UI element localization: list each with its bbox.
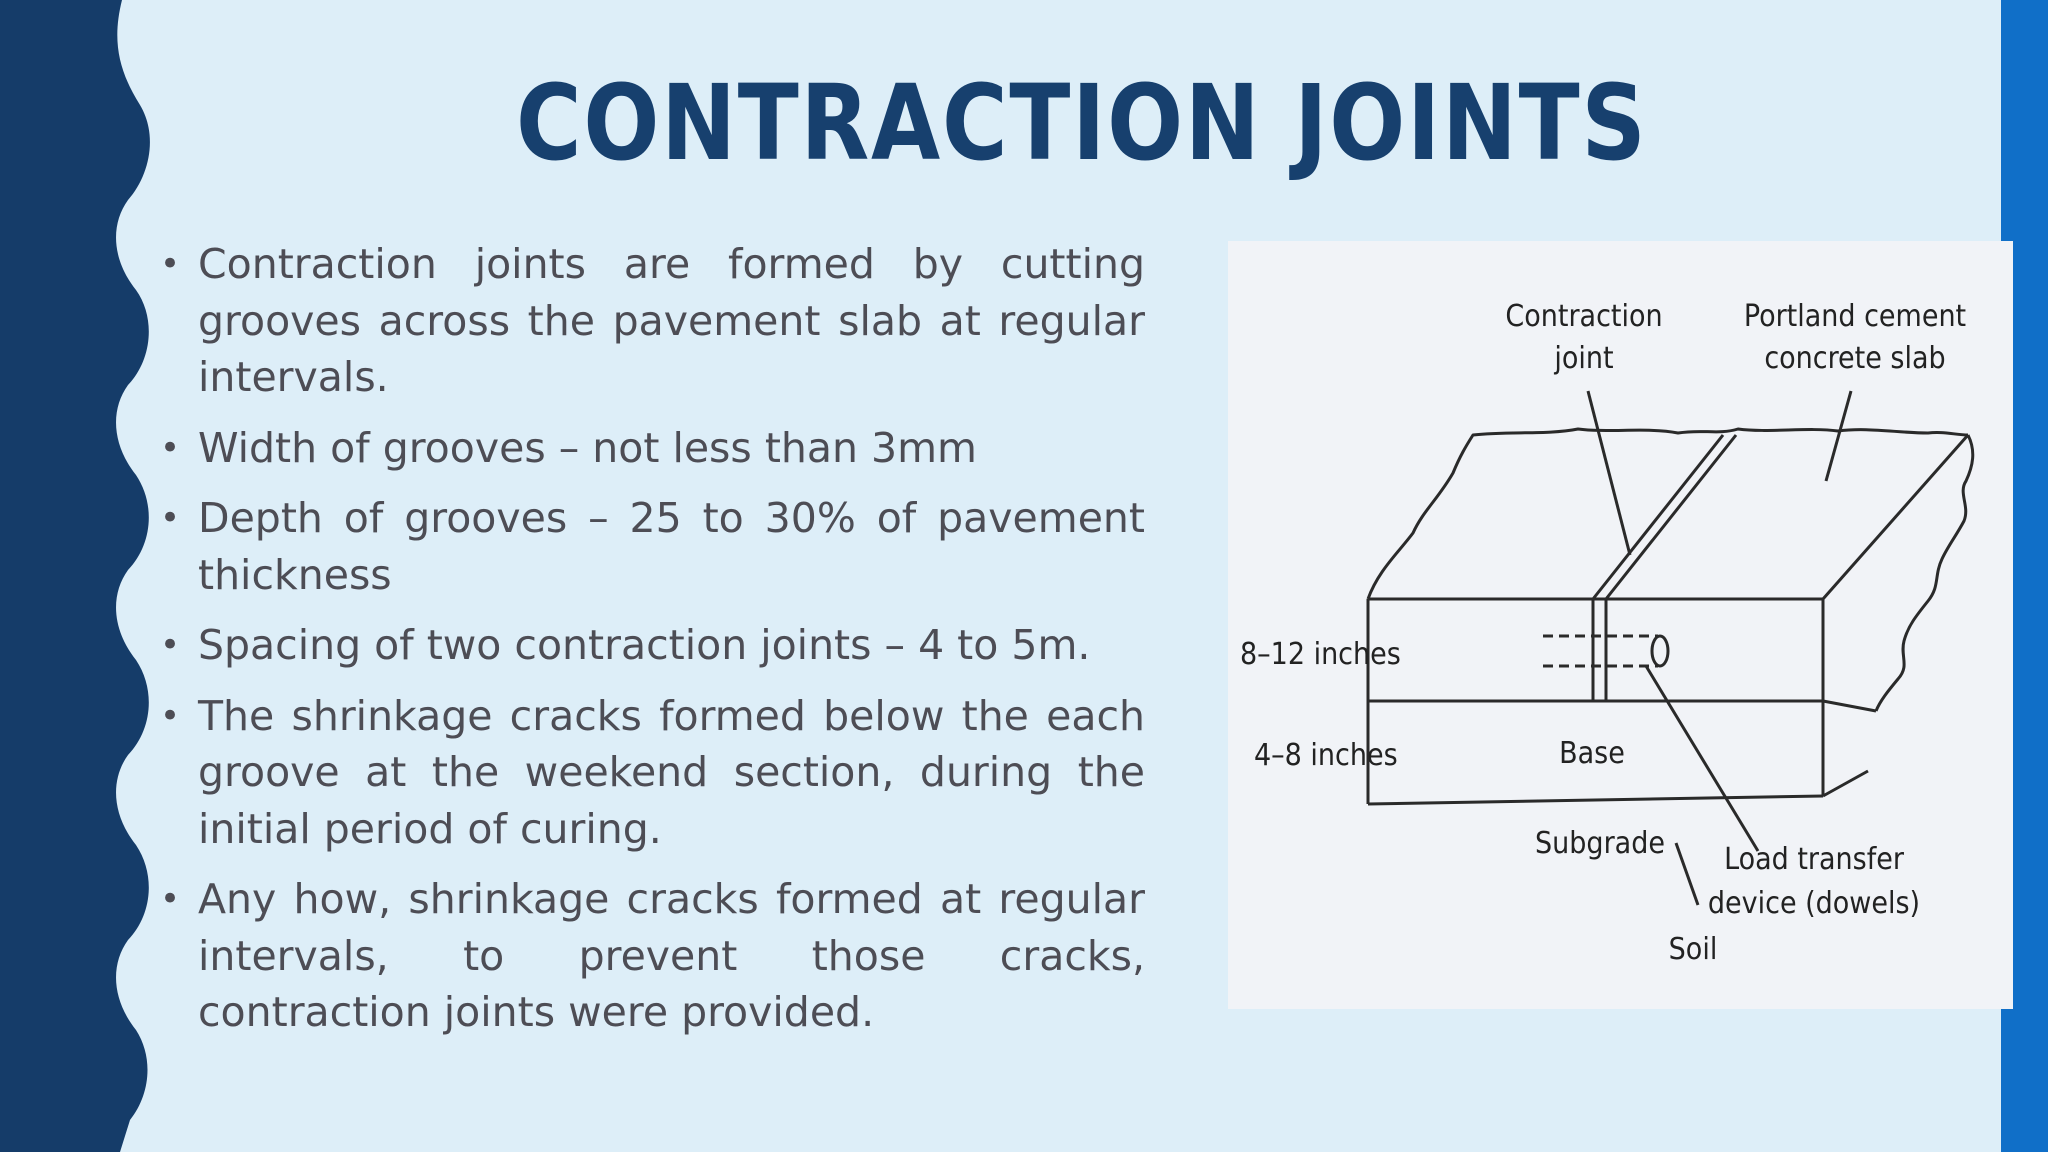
bullet-dot-icon: • bbox=[160, 625, 181, 665]
bullet-dot-icon: • bbox=[160, 879, 181, 919]
groove-top-line-b bbox=[1606, 435, 1736, 599]
bottom-side bbox=[1823, 771, 1868, 796]
bullet-list bbox=[160, 236, 1145, 1055]
bullet-text: Any how, shrinkage cracks formed at regular intervals, to prevent those cracks, contraction joints were provided. bbox=[198, 875, 1145, 1036]
label-contraction-joint-2: joint bbox=[1554, 341, 1614, 376]
leader-slab bbox=[1826, 391, 1851, 481]
bullet-text: Spacing of two contraction joints – 4 to 5m. bbox=[198, 621, 1091, 669]
bullet-item bbox=[160, 688, 1145, 858]
bullet-item bbox=[160, 617, 1145, 674]
bullet-item bbox=[160, 420, 1145, 477]
bullet-dot-icon: • bbox=[160, 244, 181, 284]
left-wave-band bbox=[0, 0, 160, 1152]
label-base: Base bbox=[1559, 736, 1625, 771]
bullet-text: Width of grooves – not less than 3mm bbox=[198, 423, 977, 472]
slab-top-right-edge bbox=[1823, 435, 1968, 599]
bullet-dot-icon: • bbox=[160, 427, 181, 468]
diagram-svg bbox=[1228, 241, 2013, 1009]
leader-contraction-joint bbox=[1588, 391, 1630, 555]
bullet-text: Depth of grooves – 25 to 30% of pavement thickness bbox=[198, 494, 1145, 599]
label-contraction-joint-1: Contraction bbox=[1505, 299, 1663, 334]
slab-top-rough-edge bbox=[1368, 429, 1968, 599]
divider-side bbox=[1823, 701, 1876, 711]
groove-top-line-a bbox=[1593, 435, 1723, 599]
label-dowel-2: device (dowels) bbox=[1707, 886, 1921, 921]
base-bottom-edge bbox=[1368, 796, 1823, 804]
bullet-text: Contraction joints are formed by cutting grooves across the pavement slab at regular intervals. bbox=[198, 240, 1145, 401]
label-dowel-1: Load transfer bbox=[1724, 842, 1904, 877]
bullet-text: The shrinkage cracks formed below the each groove at the weekend section, during the initial period of curing. bbox=[198, 691, 1145, 853]
bullet-item bbox=[160, 871, 1145, 1041]
bullet-item bbox=[160, 490, 1145, 603]
slide-title: CONTRACTION JOINTS bbox=[516, 62, 1648, 184]
dowel-bar bbox=[1543, 636, 1658, 666]
leader-soil bbox=[1676, 843, 1698, 905]
label-slab-1: Portland cement bbox=[1743, 299, 1967, 334]
bullet-dot-icon: • bbox=[160, 695, 181, 736]
label-slab-2: concrete slab bbox=[1764, 341, 1946, 376]
bullet-item bbox=[160, 236, 1145, 406]
label-slab-thickness: 8–12 inches bbox=[1240, 637, 1401, 672]
dowel-end bbox=[1652, 636, 1668, 666]
bullet-dot-icon: • bbox=[160, 498, 181, 538]
leader-dowel bbox=[1646, 666, 1758, 851]
contraction-joint-diagram bbox=[1228, 241, 2013, 1009]
slab-right-rough-edge bbox=[1876, 435, 1973, 711]
label-base-thickness: 4–8 inches bbox=[1254, 738, 1398, 773]
label-soil: Soil bbox=[1668, 932, 1718, 967]
label-subgrade: Subgrade bbox=[1535, 826, 1665, 861]
